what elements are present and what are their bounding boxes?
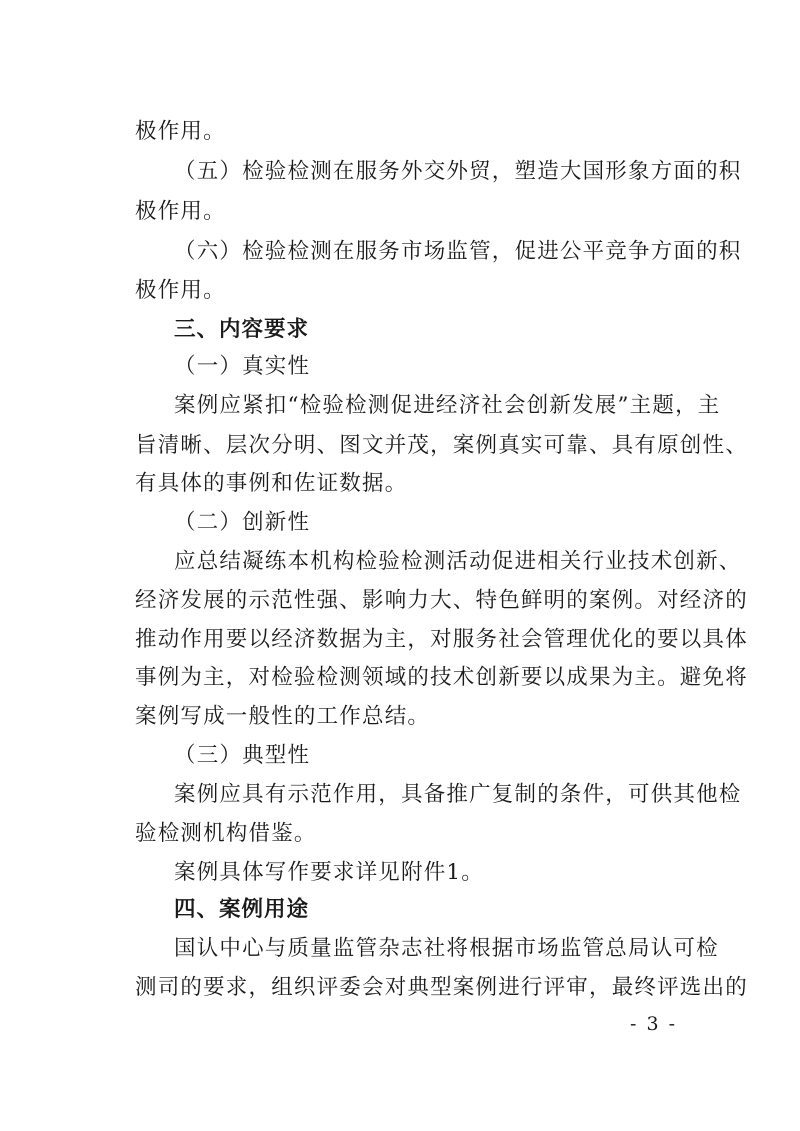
paragraph-line: 经济发展的示范性强、影响力大、特色鲜明的案例。对经济的 [135, 588, 748, 613]
list-item-five: （五）检验检测在服务外交外贸，塑造大国形象方面的积 [174, 159, 742, 184]
paragraph-line: 极作用。 [135, 119, 226, 144]
subheading-innovation: （二）创新性 [174, 510, 311, 535]
paragraph-line: 国认中心与质量监管杂志社将根据市场监管总局认可检 [174, 936, 719, 961]
subheading-authenticity: （一）真实性 [174, 354, 311, 379]
paragraph-line: 测司的要求，组织评委会对典型案例进行评审，最终评选出的 [135, 975, 748, 1000]
paragraph-line: 案例写成一般性的工作总结。 [135, 704, 431, 729]
paragraph-line: 验检测机构借鉴。 [135, 821, 317, 846]
paragraph-line: 极作用。 [135, 278, 226, 303]
paragraph-line: 极作用。 [135, 199, 226, 224]
paragraph-line: 应总结凝练本机构检验检测活动促进相关行业技术创新、 [174, 549, 742, 574]
paragraph-line: 推动作用要以经济数据为主，对服务社会管理优化的要以具体 [135, 627, 748, 652]
paragraph-line: 事例为主，对检验检测领域的技术创新要以成果为主。避免将 [135, 665, 748, 690]
list-item-six: （六）检验检测在服务市场监管，促进公平竞争方面的积 [174, 239, 742, 264]
paragraph-line: 旨清晰、层次分明、图文并茂，案例真实可靠、具有原创性、 [135, 433, 748, 458]
paragraph-line: 案例具体写作要求详见附件1。 [174, 860, 484, 885]
page-number: - 3 - [630, 1013, 678, 1035]
paragraph-line: 案例应具有示范作用，具备推广复制的条件，可供其他检 [174, 782, 742, 807]
paragraph-line: 案例应紧扣“检验检测促进经济社会创新发展”主题，主 [174, 393, 721, 418]
paragraph-line: 有具体的事例和佐证数据。 [135, 471, 408, 496]
section-heading-content-requirements: 三、内容要求 [174, 317, 310, 342]
subheading-typicality: （三）典型性 [174, 743, 311, 768]
section-heading-case-usage: 四、案例用途 [174, 897, 310, 922]
